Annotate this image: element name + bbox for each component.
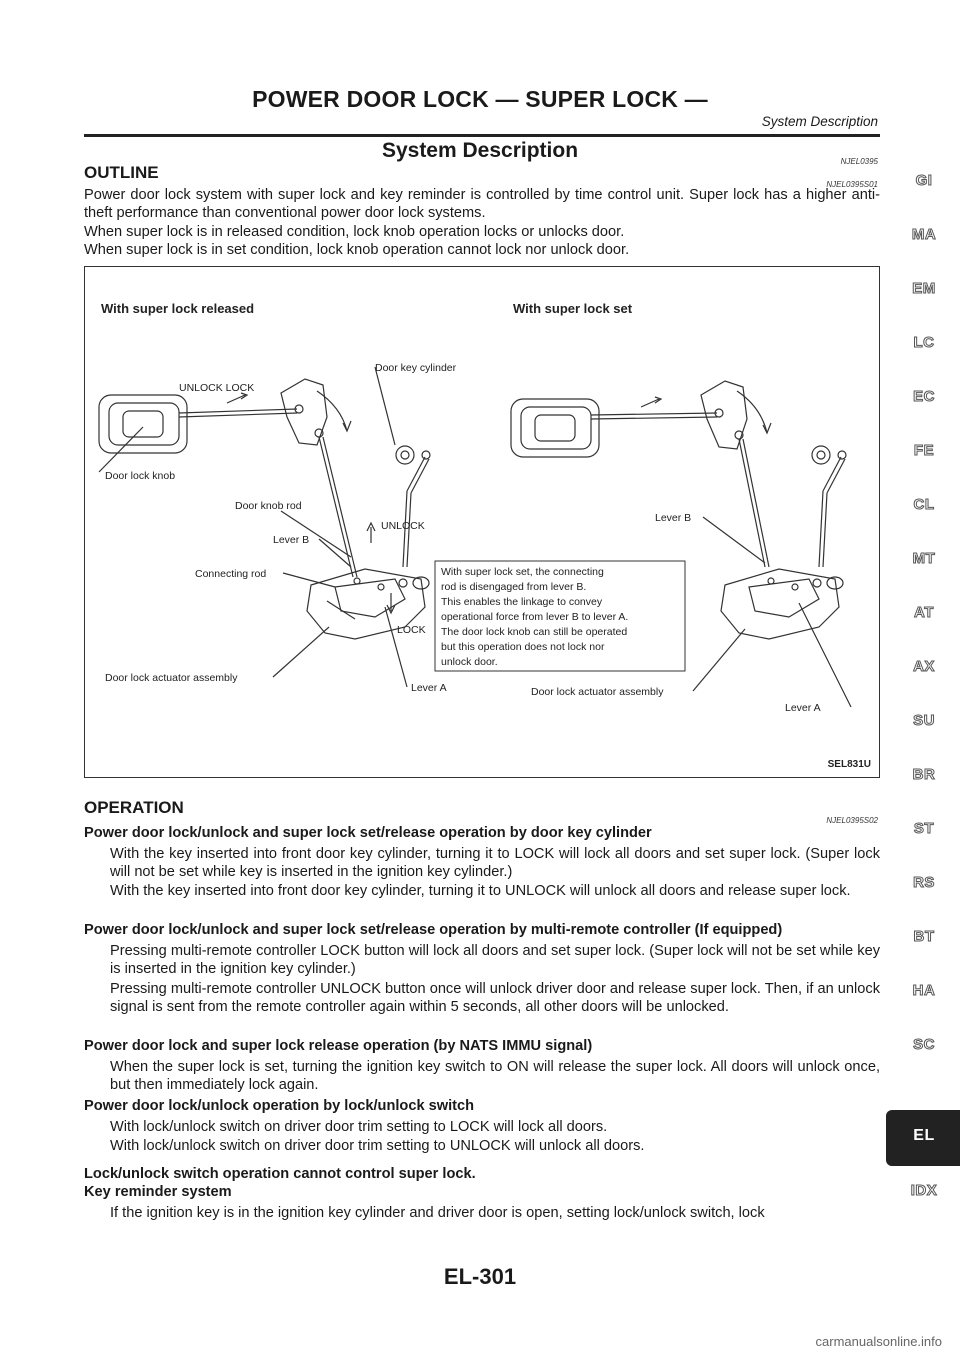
- side-tab-ax[interactable]: AX: [913, 658, 935, 675]
- figure-code: SEL831U: [827, 759, 871, 770]
- label-connecting-rod: Connecting rod: [195, 568, 267, 580]
- side-tab-sc[interactable]: SC: [913, 1036, 935, 1053]
- label-lever-b-right: Lever B: [655, 512, 692, 524]
- op-s1-p2: With the key inserted into front door key cylinder, turning it to UNLOCK will unlock all doors and release super lock.: [110, 883, 851, 899]
- label-actuator: Door lock actuator assembly: [105, 672, 238, 684]
- op-s6-title: Key reminder system: [84, 1184, 232, 1200]
- label-lever-b: Lever B: [273, 534, 310, 546]
- outline-code: NJEL0395S01: [826, 180, 878, 189]
- side-tab-bt[interactable]: BT: [913, 928, 935, 945]
- op-s5-title: Lock/unlock switch operation cannot control super lock.: [84, 1166, 476, 1182]
- side-tab-br[interactable]: BR: [912, 766, 936, 783]
- op-s4-p1: With lock/unlock switch on driver door trim setting to LOCK will lock all doors.: [110, 1119, 608, 1135]
- note-line-3: This enables the linkage to convey: [441, 596, 603, 608]
- side-tab-gi[interactable]: GI: [915, 172, 933, 189]
- label-door-key-cylinder: Door key cylinder: [375, 362, 457, 374]
- right-door-handle: [511, 399, 599, 457]
- op-s1-title: Power door lock/unlock and super lock set/release operation by door key cylinder: [84, 825, 652, 841]
- note-line-4: operational force from lever B to lever A.: [441, 611, 629, 623]
- op-s2-p2: Pressing multi-remote controller UNLOCK button once will unlock driver door and release super lock. Then, if an unlock signal is sent from the remote controller again within 5 seconds, all other doors will be unlocked.: [110, 981, 880, 1016]
- side-tab-el[interactable]: EL: [913, 1127, 935, 1144]
- label-lock: LOCK: [397, 624, 426, 636]
- outline-paragraph-2: When super lock is in released condition, lock knob operation locks or unlocks door.: [84, 224, 625, 240]
- note-line-1: With super lock set, the connecting: [441, 566, 604, 578]
- side-tab-idx[interactable]: IDX: [910, 1182, 938, 1199]
- side-tab-at[interactable]: AT: [914, 604, 934, 621]
- label-actuator-right: Door lock actuator assembly: [531, 686, 664, 698]
- section-title: System Description: [381, 139, 579, 162]
- op-s4-title: Power door lock/unlock operation by lock/unlock switch: [84, 1098, 475, 1114]
- side-tab-cl[interactable]: CL: [913, 496, 935, 513]
- operation-heading: OPERATION: [84, 798, 184, 817]
- section-code: NJEL0395: [840, 157, 878, 166]
- op-s3-p1: When the super lock is set, turning the ignition key switch to ON will release the super lock. All doors will unlock once, but then immediately lock again.: [110, 1059, 880, 1094]
- side-tab-em[interactable]: EM: [912, 280, 936, 297]
- op-s1-p1: With the key inserted into front door key cylinder, turning it to LOCK will lock all doors and set super lock. (Super lock will not be set while key is inserted in the ignition key cylinder.): [110, 846, 880, 881]
- side-tab-ec[interactable]: EC: [913, 388, 935, 405]
- op-s6-p1: If the ignition key is in the ignition key cylinder and driver door is open, setting lock/unlock switch, lock: [110, 1205, 765, 1221]
- side-tab-st[interactable]: ST: [913, 820, 935, 837]
- side-tab-mt[interactable]: MT: [912, 550, 936, 567]
- left-door-handle: [99, 395, 187, 453]
- op-s2-title: Power door lock/unlock and super lock set/release operation by multi-remote controller (If equipped): [84, 922, 783, 938]
- op-s3-title: Power door lock and super lock release operation (by NATS IMMU signal): [84, 1038, 593, 1054]
- outline-heading: OUTLINE: [84, 163, 159, 182]
- note-line-5: The door lock knob can still be operated: [441, 626, 628, 638]
- label-lever-a-right: Lever A: [785, 702, 821, 714]
- header-rule: [84, 134, 880, 137]
- outline-paragraph-3: When super lock is in set condition, lock knob operation cannot lock nor unlock door.: [84, 242, 630, 258]
- page-number: EL-301: [443, 1264, 517, 1289]
- label-door-knob-rod: Door knob rod: [235, 500, 302, 512]
- operation-code: NJEL0395S02: [826, 816, 878, 825]
- label-unlock-lock: UNLOCK LOCK: [179, 382, 255, 394]
- side-tab-fe[interactable]: FE: [913, 442, 935, 459]
- op-s4-p2: With lock/unlock switch on driver door trim setting to UNLOCK will unlock all doors.: [110, 1138, 645, 1154]
- header-title: POWER DOOR LOCK — SUPER LOCK —: [252, 86, 708, 112]
- note-line-2: rod is disengaged from lever B.: [441, 581, 587, 593]
- label-door-lock-knob: Door lock knob: [105, 470, 176, 482]
- side-tab-ma[interactable]: MA: [911, 226, 937, 243]
- label-lever-a: Lever A: [411, 682, 447, 694]
- watermark: carmanualsonline.info: [815, 1334, 942, 1349]
- header-subtitle: System Description: [761, 114, 878, 129]
- outline-paragraph-1: Power door lock system with super lock and key reminder is controlled by time control unit. Super lock has a higher anti-theft performance than conventional power door lock systems.: [84, 187, 880, 222]
- figure-left-heading: With super lock released: [101, 301, 255, 316]
- figure-right-heading: With super lock set: [513, 301, 633, 316]
- side-tab-su[interactable]: SU: [913, 712, 935, 729]
- note-line-7: unlock door.: [441, 656, 498, 668]
- side-tab-ha[interactable]: HA: [912, 982, 936, 999]
- side-tab-lc[interactable]: LC: [913, 334, 935, 351]
- side-tab-rs[interactable]: RS: [913, 874, 935, 891]
- op-s2-p1: Pressing multi-remote controller LOCK button will lock all doors and set super lock. (Super lock will not be set while key is inserted in the ignition key cylinder.): [110, 943, 880, 978]
- note-line-6: but this operation does not lock nor: [441, 641, 605, 653]
- super-lock-diagram: [84, 266, 880, 778]
- diagram-svg: [85, 267, 879, 777]
- label-unlock: UNLOCK: [381, 520, 425, 532]
